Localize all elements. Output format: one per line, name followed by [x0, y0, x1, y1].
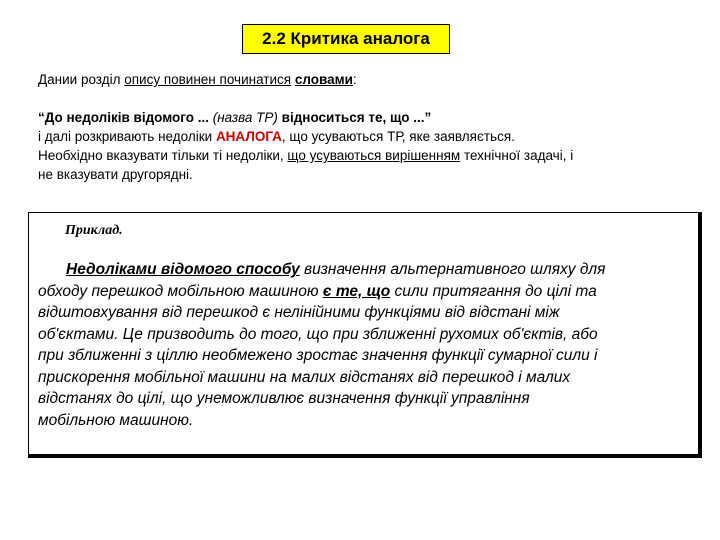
intro-keyword: словами	[294, 72, 353, 87]
example-line-1	[38, 259, 605, 281]
example-line-5: при зближенні з ціллю необмежено зростає значення функції сумарної сили і	[38, 347, 598, 364]
example-line-2-b: сили притягання до цілі та	[390, 282, 597, 300]
example-line-2-strong: є те, що	[322, 282, 391, 300]
quote-line	[38, 108, 431, 127]
example-label: Приклад.	[65, 223, 123, 238]
example-line-3: відштовхування від перешкод є нелінійними функціями від відстані між	[38, 304, 560, 321]
instructions-line-2-a: Необхідно вказувати тільки ті недоліки,	[38, 148, 288, 163]
intro-text-underlined: опису повинен починатися	[124, 72, 292, 87]
intro-line	[38, 70, 357, 89]
example-line-1-rest: визначення альтернативного шляху для	[299, 261, 606, 278]
quote-text-1: “До недоліків відомого ...	[38, 110, 213, 125]
instructions-line-2-c: технічної задачі, і	[460, 148, 574, 163]
example-line-4: об'єктами. Це призводить до того, що при зближенні рухомих об'єктів, або	[38, 325, 598, 343]
quote-text-2: відноситься те, що ...”	[277, 110, 432, 125]
intro-text-1: Дании розділ	[38, 72, 125, 87]
example-text	[38, 259, 605, 431]
instructions-line-2-underlined: що усуваються вирішенням	[287, 148, 461, 163]
instructions-line-1-c: , що усуваються ТР, яке заявляється.	[281, 129, 515, 144]
quote-placeholder: (назва ТР)	[212, 110, 278, 125]
example-line-6: прискорення мобільної машини на малих відстанях від перешкод і малих	[38, 368, 571, 386]
instructions-line-1	[38, 127, 573, 146]
instructions-line-1-a: і далі розкривають недоліки	[38, 129, 216, 144]
example-line-2-a: обходу перешкод мобільною машиною	[38, 282, 323, 300]
intro-colon: :	[352, 72, 357, 87]
analog-keyword: АНАЛОГА	[215, 129, 282, 144]
example-line-1-strong: Недоліками відомого способу	[66, 261, 300, 278]
example-line-2	[38, 281, 605, 303]
example-line-7: відстанях до цілі, що унеможливлює визначення функції управління	[38, 390, 530, 407]
instructions-line-3: не вказувати другорядні.	[38, 167, 193, 182]
instructions-line-2	[38, 146, 573, 165]
instructions-paragraph	[38, 127, 573, 184]
example-line-8: мобільною машиною.	[38, 411, 194, 429]
example-box	[28, 212, 702, 458]
slide-title: 2.2 Критика аналога	[242, 24, 450, 54]
